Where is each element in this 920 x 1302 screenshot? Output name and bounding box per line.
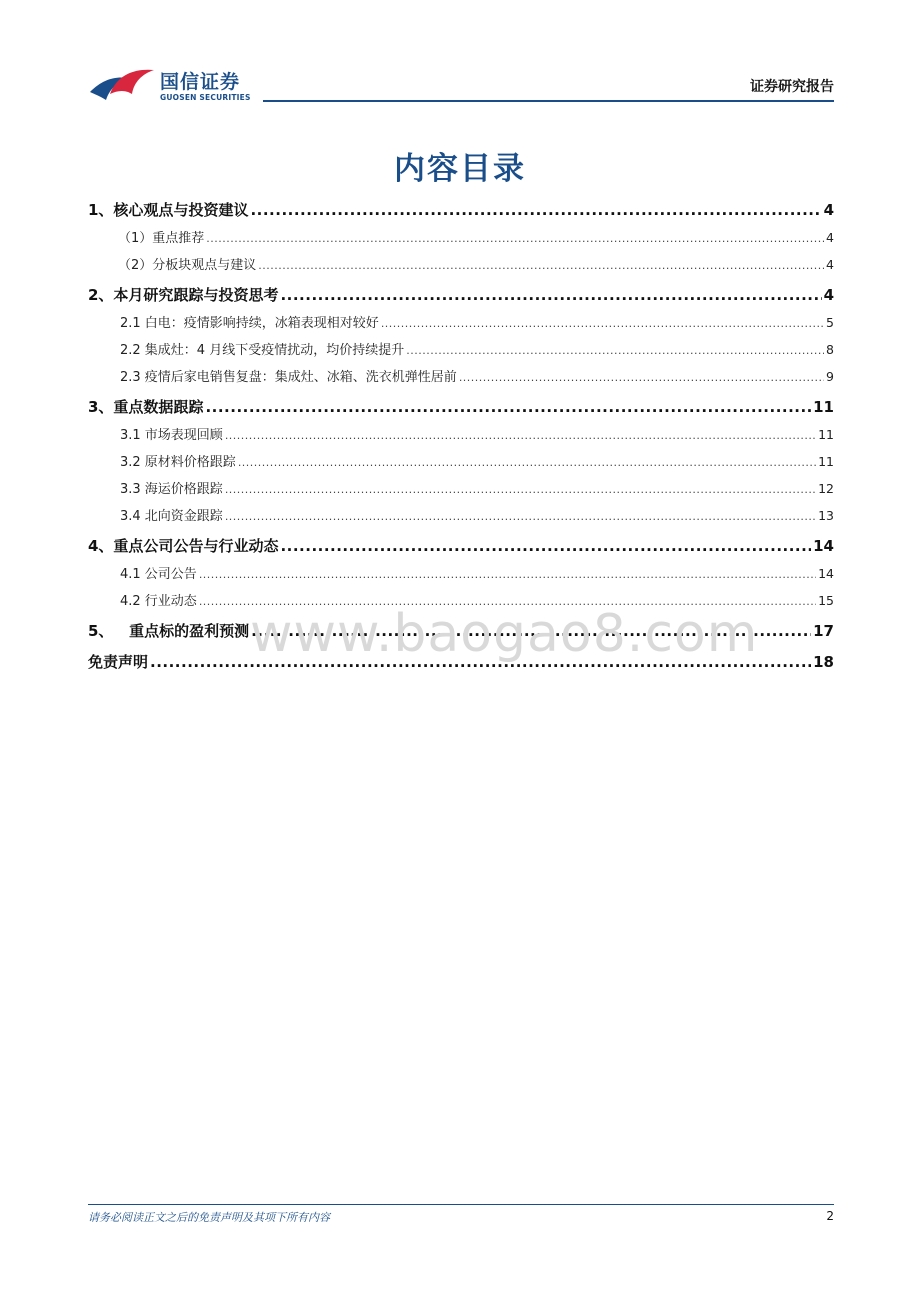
toc-entry-title: 4.2 行业动态	[120, 594, 197, 609]
toc-entry[interactable]	[88, 281, 834, 312]
toc-leader	[280, 283, 821, 307]
toc-entry-page: 4	[826, 230, 834, 245]
toc-entry-page: 18	[813, 653, 834, 671]
toc-entry[interactable]	[88, 227, 834, 254]
toc-entry[interactable]	[88, 366, 834, 393]
toc-entry-title: 4、重点公司公告与行业动态	[88, 537, 279, 555]
toc-entry-title: 2.2 集成灶：4 月线下受疫情扰动，均价持续提升	[120, 343, 405, 358]
toc-entry-title: 3.1 市场表现回顾	[120, 428, 223, 443]
toc-entry[interactable]	[88, 254, 834, 281]
toc-leader	[459, 367, 824, 389]
toc-leader	[258, 255, 824, 277]
toc-entry-title: 4.1 公司公告	[120, 567, 197, 582]
toc-title: 内容目录	[394, 151, 526, 187]
toc-entry-page: 5	[826, 315, 834, 330]
toc-entry-page: 11	[813, 398, 834, 416]
header-divider	[263, 100, 834, 102]
toc-leader	[206, 228, 824, 250]
toc-entry-page: 9	[826, 369, 834, 384]
toc-entry-page: 8	[826, 342, 834, 357]
toc-leader	[280, 534, 811, 558]
toc-entry-page: 4	[826, 257, 834, 272]
page-header	[88, 62, 834, 106]
toc-leader	[381, 313, 824, 335]
toc-entry-page: 14	[818, 566, 834, 581]
toc-entry-title: 3.3 海运价格跟踪	[120, 482, 223, 497]
toc-entry[interactable]	[88, 312, 834, 339]
page-number: 2	[826, 1209, 834, 1223]
logo-name-cn: 国信证券	[160, 71, 241, 93]
toc-leader	[238, 452, 816, 474]
toc-leader	[205, 395, 811, 419]
toc-entry-title: 免责声明	[88, 653, 149, 671]
toc-entry-title: 3.2 原材料价格跟踪	[120, 455, 236, 470]
report-type: 证券研究报告	[750, 79, 834, 95]
toc-leader	[225, 425, 816, 447]
toc-entry[interactable]	[88, 505, 834, 532]
toc-entry[interactable]	[88, 424, 834, 451]
toc-entry-title: （1）重点推荐	[118, 231, 205, 246]
toc-entry-title: 2.1 白电：疫情影响持续，冰箱表现相对较好	[120, 316, 379, 331]
toc-leader	[225, 479, 816, 501]
toc-leader	[199, 564, 816, 586]
toc-leader	[406, 340, 824, 362]
toc-entry[interactable]	[88, 563, 834, 590]
toc-entry-title: 5、 重点标的盈利预测	[88, 622, 250, 640]
toc-entry-title: 2、本月研究跟踪与投资思考	[88, 286, 279, 304]
guosen-logo	[88, 64, 258, 104]
toc-entry-page: 4	[823, 286, 834, 304]
toc-entry-page: 12	[818, 481, 834, 496]
toc-entry[interactable]	[88, 339, 834, 366]
toc-leader	[250, 198, 821, 222]
footer-divider	[88, 1204, 834, 1205]
toc-entry-title: 1、核心观点与投资建议	[88, 201, 249, 219]
toc-entry[interactable]	[88, 478, 834, 505]
toc-entry[interactable]	[88, 532, 834, 563]
toc-entry-page: 11	[818, 454, 834, 469]
guosen-logo-icon	[88, 64, 158, 104]
footer-disclaimer: 请务必阅读正文之后的免责声明及其项下所有内容	[88, 1211, 330, 1224]
watermark: www.baogao8.com	[250, 604, 759, 664]
logo-name-en: GUOSEN SECURITIES	[160, 93, 251, 102]
toc-entry-title: 3.4 北向资金跟踪	[120, 509, 223, 524]
toc-entry[interactable]	[88, 196, 834, 227]
toc-leader	[225, 506, 816, 528]
toc-entry[interactable]	[88, 451, 834, 478]
toc-entry-page: 14	[813, 537, 834, 555]
toc-entry-page: 15	[818, 593, 834, 608]
toc-entry-page: 4	[823, 201, 834, 219]
toc-entry-title: 2.3 疫情后家电销售复盘：集成灶、冰箱、洗衣机弹性居前	[120, 370, 457, 385]
toc-entry-page: 17	[813, 622, 834, 640]
toc-entry-title: （2）分板块观点与建议	[118, 258, 257, 273]
toc-entry-page: 11	[818, 427, 834, 442]
toc-entry-title: 3、重点数据跟踪	[88, 398, 204, 416]
toc-entry[interactable]	[88, 393, 834, 424]
toc-entry-page: 13	[818, 508, 834, 523]
